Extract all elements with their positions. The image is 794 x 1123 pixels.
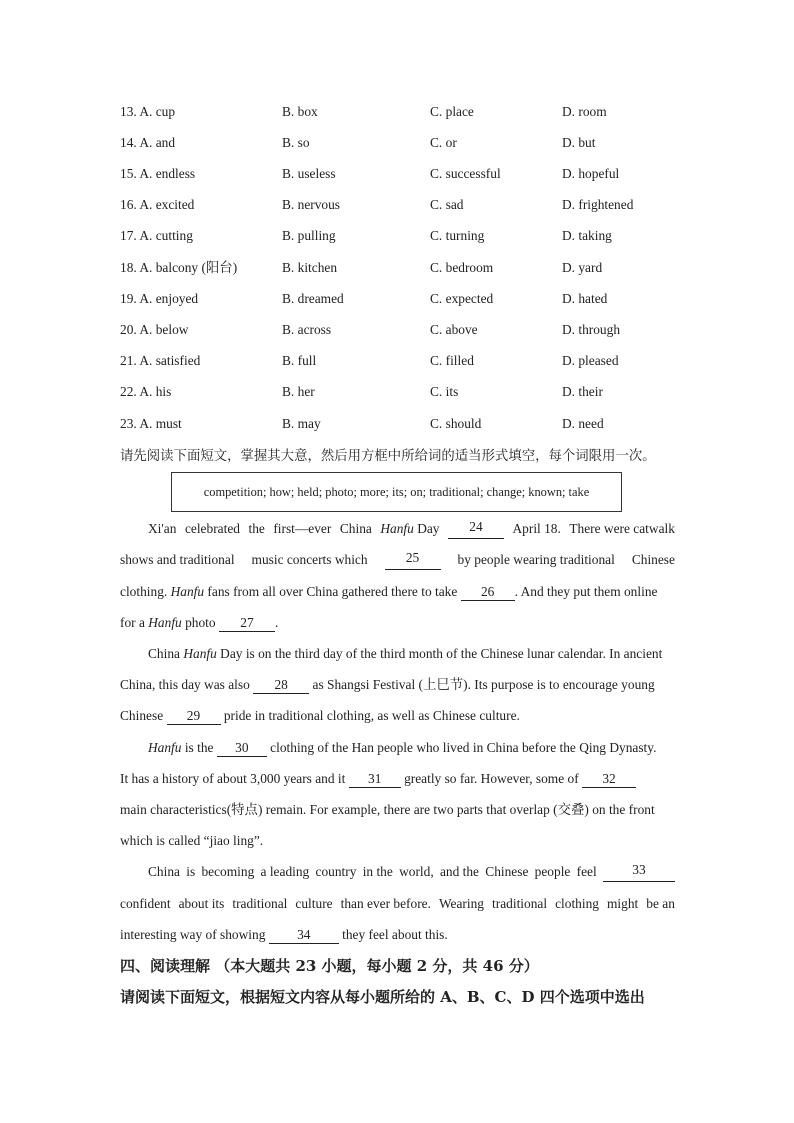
passage-text: clothing. [120, 584, 168, 599]
passage-text: people [534, 864, 571, 879]
option-a: 17. A. cutting [120, 228, 193, 243]
passage-text: feel [576, 864, 597, 879]
passage-text-italic: Hanfu [183, 646, 217, 661]
passage-text-italic: Hanfu [380, 521, 414, 536]
passage-line [120, 550, 675, 570]
passage-line [120, 582, 657, 602]
passage-text: photo [181, 615, 219, 630]
option-c: C. or [430, 135, 457, 150]
option-b: B. full [282, 353, 317, 368]
passage-text: clothing of the Han people who lived in China before the Qing Dynasty. [266, 740, 657, 755]
option-d: D. but [562, 135, 596, 150]
option-d: D. frightened [562, 197, 634, 212]
answer-blank-32[interactable]: 32 [582, 771, 636, 788]
option-d: D. pleased [562, 353, 619, 368]
answer-blank-28[interactable]: 28 [253, 677, 309, 694]
option-d: D. hated [562, 291, 608, 306]
passage-text: Xi'an [148, 521, 177, 536]
option-a: 14. A. and [120, 135, 176, 150]
passage-line [148, 519, 675, 539]
option-c: C. bedroom [430, 260, 494, 275]
passage-text: China [339, 521, 372, 536]
option-d: D. hopeful [562, 166, 620, 181]
passage-text: they feel about this. [338, 927, 448, 942]
passage-text: . [274, 615, 279, 630]
passage-text: is [186, 864, 196, 879]
option-a: 20. A. below [120, 322, 189, 337]
passage-text: China [148, 646, 184, 661]
option-b: B. box [282, 104, 318, 119]
option-d: D. their [562, 384, 603, 399]
option-c: C. expected [430, 291, 494, 306]
passage-text: Wearing [438, 896, 485, 911]
passage-text: a leading [260, 864, 310, 879]
passage-text-italic: Hanfu [148, 740, 182, 755]
passage-text: It has a history of about 3,000 years and it [120, 771, 349, 786]
passage-text: . And they put them online [514, 584, 658, 599]
option-c: C. successful [430, 166, 501, 181]
answer-blank-31[interactable]: 31 [349, 771, 401, 788]
passage-line [120, 706, 520, 726]
passage-text: clothing [555, 896, 599, 911]
passage-line: which is called “jiao ling”. [120, 833, 264, 848]
section-instruction-bold: 请阅读下面短文，根据短文内容从每小题所给的 A、B、C、D 四个选项中选出 [120, 988, 645, 1006]
passage-text: country [315, 864, 357, 879]
passage-text-italic: Hanfu [148, 615, 182, 630]
passage-text: by people wearing traditional [457, 552, 615, 567]
passage-text: about its [178, 896, 225, 911]
passage-text: Day is on the third day of the third month of the Chinese lunar calendar. In ancient [216, 646, 663, 661]
option-b: B. across [282, 322, 332, 337]
option-a: 23. A. must [120, 416, 182, 431]
passage-text: the [248, 521, 265, 536]
passage-line [120, 613, 278, 633]
passage-text: traditional [232, 896, 288, 911]
answer-blank-34[interactable]: 34 [269, 927, 339, 944]
passage-text: traditional [492, 896, 548, 911]
passage-text: and the [439, 864, 479, 879]
option-b: B. so [282, 135, 310, 150]
option-d: D. yard [562, 260, 603, 275]
passage-text: culture [295, 896, 333, 911]
passage-text: There were catwalk [569, 521, 675, 536]
passage-text: China, this day was also [120, 677, 254, 692]
option-c: C. sad [430, 197, 464, 212]
option-d: D. taking [562, 228, 612, 243]
passage-line [148, 862, 675, 882]
passage-text: greatly so far. However, some of [400, 771, 583, 786]
passage-text: than ever before. [340, 896, 431, 911]
option-b: B. dreamed [282, 291, 344, 306]
passage-text: confident [120, 896, 171, 911]
option-b: B. kitchen [282, 260, 338, 275]
passage-line [120, 675, 655, 695]
option-c: C. filled [430, 353, 474, 368]
option-d: D. through [562, 322, 621, 337]
word-box: competition; how; held; photo; more; its; on; traditional; change; known; take [171, 472, 622, 512]
passage-text: first—ever [273, 521, 332, 536]
passage-text: is the [181, 740, 217, 755]
option-c: C. its [430, 384, 459, 399]
answer-blank-33[interactable]: 33 [603, 862, 675, 882]
passage-text: pride in traditional clothing, as well as Chinese culture. [220, 708, 520, 723]
passage-text: in the [362, 864, 393, 879]
passage-text: world, [399, 864, 434, 879]
option-b: B. nervous [282, 197, 341, 212]
passage-text: fans from all over China gathered there to take [204, 584, 461, 599]
option-a: 22. A. his [120, 384, 172, 399]
option-d: D. room [562, 104, 607, 119]
passage-text: Chinese [485, 864, 529, 879]
option-b: B. useless [282, 166, 336, 181]
passage-text: Day [417, 521, 440, 536]
option-b: B. pulling [282, 228, 336, 243]
option-c: C. place [430, 104, 474, 119]
option-a: 18. A. balcony (阳台) [120, 260, 238, 275]
answer-blank-24[interactable]: 24 [448, 519, 504, 539]
option-c: C. above [430, 322, 478, 337]
answer-blank-27[interactable]: 27 [219, 615, 275, 632]
option-c: C. should [430, 416, 482, 431]
passage-text: interesting way of showing [120, 927, 269, 942]
answer-blank-25[interactable]: 25 [385, 550, 441, 570]
option-b: B. her [282, 384, 315, 399]
passage-text: might [607, 896, 639, 911]
passage-text: Chinese [631, 552, 675, 567]
passage-line [120, 894, 675, 914]
passage-text-italic: Hanfu [170, 584, 205, 599]
passage-line: main characteristics(特点) remain. For example, there are two parts that overlap (交叠) on the front [120, 802, 655, 817]
section-instruction: 请先阅读下面短文，掌握其大意，然后用方框中所给词的适当形式填空，每个词限用一次。 [120, 448, 656, 463]
passage-text: China [148, 864, 180, 879]
passage-text: music concerts which [251, 552, 368, 567]
passage-text: celebrated [184, 521, 240, 536]
passage-text: for a [120, 615, 149, 630]
option-a: 16. A. excited [120, 197, 195, 212]
option-c: C. turning [430, 228, 485, 243]
passage-line [148, 644, 662, 664]
section-heading: 四、阅读理解 （本大题共 23 小题，每小题 2 分，共 46 分） [120, 957, 539, 975]
passage-text: shows and traditional [120, 552, 235, 567]
passage-line [120, 925, 448, 945]
passage-text: becoming [201, 864, 255, 879]
passage-text: Chinese [120, 708, 167, 723]
passage-line [148, 738, 656, 758]
answer-blank-30[interactable]: 30 [217, 740, 267, 757]
option-a: 19. A. enjoyed [120, 291, 199, 306]
option-a: 15. A. endless [120, 166, 196, 181]
passage-line [120, 769, 636, 789]
passage-text: as Shangsi Festival (上巳节). Its purpose is to encourage young [309, 677, 655, 692]
answer-blank-26[interactable]: 26 [461, 584, 515, 601]
answer-blank-29[interactable]: 29 [167, 708, 221, 725]
option-a: 13. A. cup [120, 104, 176, 119]
option-b: B. may [282, 416, 321, 431]
passage-text: April 18. [512, 521, 561, 536]
option-d: D. need [562, 416, 604, 431]
option-a: 21. A. satisfied [120, 353, 201, 368]
passage-text: be an [646, 896, 675, 911]
